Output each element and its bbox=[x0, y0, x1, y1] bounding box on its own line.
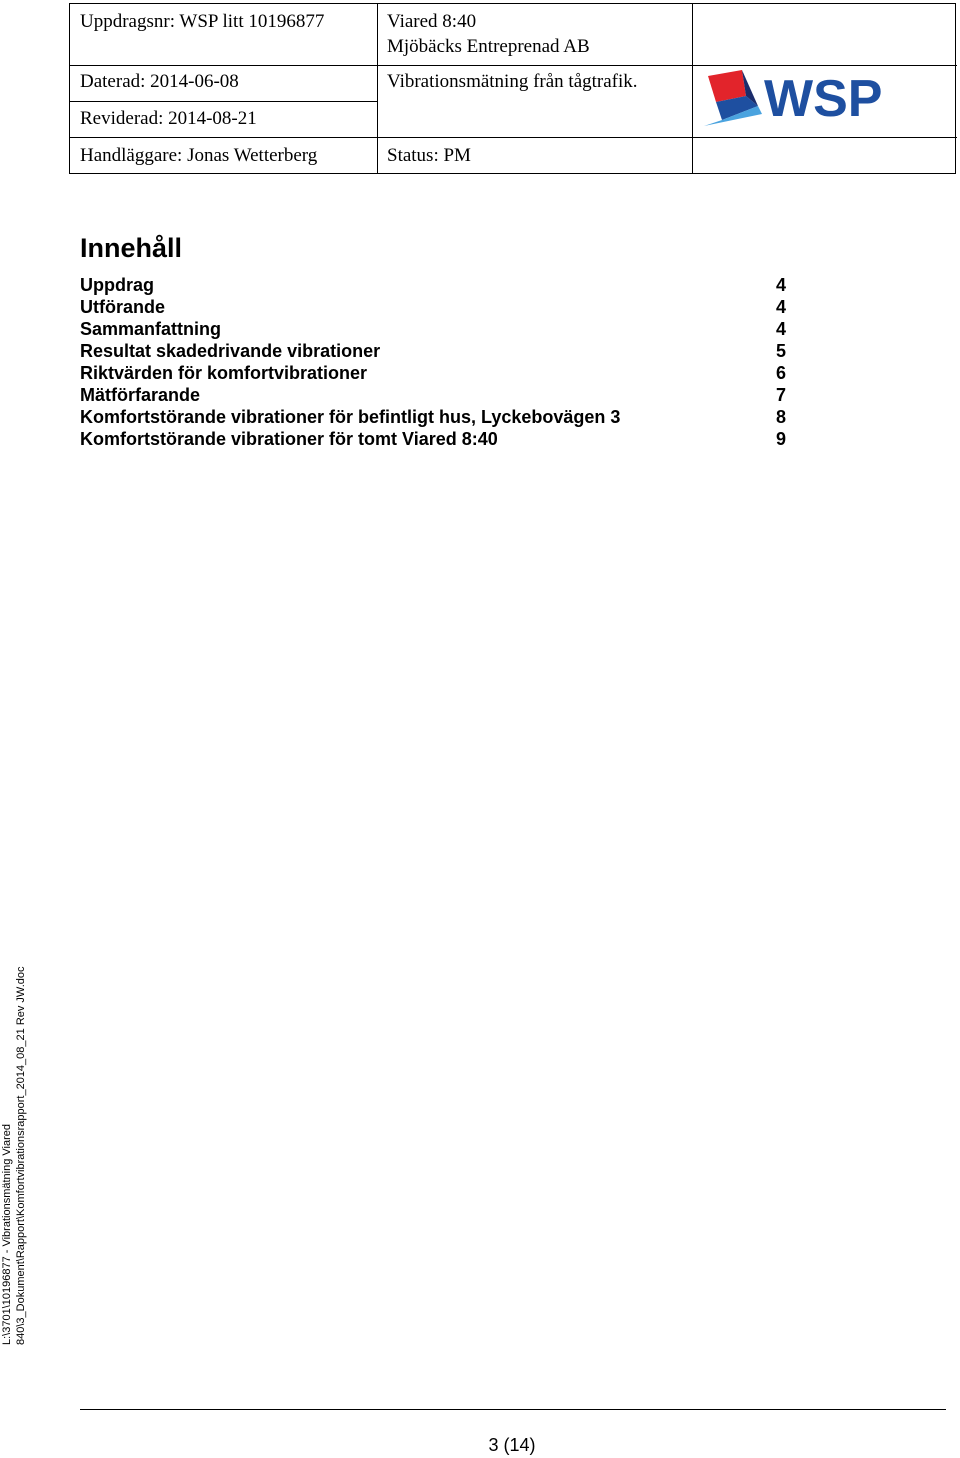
client-name: Mjöbäcks Entreprenad AB bbox=[387, 36, 590, 57]
table-of-contents bbox=[80, 274, 786, 450]
toc-entry[interactable] bbox=[80, 274, 786, 296]
toc-entry-label: Uppdrag bbox=[80, 275, 154, 295]
date-field: Daterad: 2014-06-08 bbox=[80, 71, 239, 92]
toc-entry-label: Riktvärden för komfortvibrationer bbox=[80, 363, 368, 383]
header-divider bbox=[70, 137, 957, 138]
toc-entry-page: 7 bbox=[775, 385, 786, 405]
assignment-number: Uppdragsnr: WSP litt 10196877 bbox=[80, 11, 325, 32]
toc-entry[interactable] bbox=[80, 296, 786, 318]
toc-entry-label: Komfortstörande vibrationer för tomt Viared 8:40 bbox=[80, 429, 498, 449]
toc-entry-page: 4 bbox=[775, 319, 786, 339]
toc-entry-label: Sammanfattning bbox=[80, 319, 222, 339]
toc-entry-page: 6 bbox=[775, 363, 786, 383]
toc-entry-label: Komfortstörande vibrationer för befintligt hus, Lyckebovägen 3 bbox=[80, 407, 621, 427]
footer-divider bbox=[80, 1409, 946, 1410]
toc-entry[interactable] bbox=[80, 428, 786, 450]
logo-text: WSP bbox=[764, 70, 883, 128]
toc-entry-page: 4 bbox=[775, 275, 786, 295]
toc-entry[interactable] bbox=[80, 318, 786, 340]
toc-entry-label: Utförande bbox=[80, 297, 165, 317]
toc-entry-page: 9 bbox=[775, 429, 786, 449]
header-divider bbox=[692, 4, 693, 173]
file-path-sidebar bbox=[0, 945, 28, 1345]
file-path-line: L:\3701\10196877 - Vibrationsmätning Viared bbox=[1, 1124, 13, 1345]
toc-entry[interactable] bbox=[80, 340, 786, 362]
wsp-logo-icon bbox=[702, 68, 902, 132]
toc-entry-page: 8 bbox=[775, 407, 786, 427]
toc-entry[interactable] bbox=[80, 406, 786, 428]
revised-field: Reviderad: 2014-08-21 bbox=[80, 108, 257, 129]
header-divider bbox=[70, 65, 692, 66]
toc-entry[interactable] bbox=[80, 362, 786, 384]
toc-entry-page: 5 bbox=[775, 341, 786, 361]
toc-entry-label: Mätförfarande bbox=[80, 385, 201, 405]
toc-entry[interactable] bbox=[80, 384, 786, 406]
property-name: Viared 8:40 bbox=[387, 11, 477, 32]
file-path-line: 840\3_Dokument\Rapport\Komfortvibrationsrapport_2014_08_21 Rev JW.doc bbox=[15, 966, 27, 1345]
handler-field: Handläggare: Jonas Wetterberg bbox=[80, 145, 318, 166]
toc-title: Innehåll bbox=[80, 233, 183, 263]
toc-entry-page: 4 bbox=[775, 297, 786, 317]
toc-entry-label: Resultat skadedrivande vibrationer bbox=[80, 341, 381, 361]
page-number: 3 (14) bbox=[488, 1435, 536, 1455]
subject-field: Vibrationsmätning från tågtrafik. bbox=[387, 71, 638, 92]
status-field: Status: PM bbox=[387, 145, 471, 166]
header-table bbox=[69, 3, 956, 174]
header-divider bbox=[70, 101, 377, 102]
header-divider bbox=[692, 65, 957, 66]
